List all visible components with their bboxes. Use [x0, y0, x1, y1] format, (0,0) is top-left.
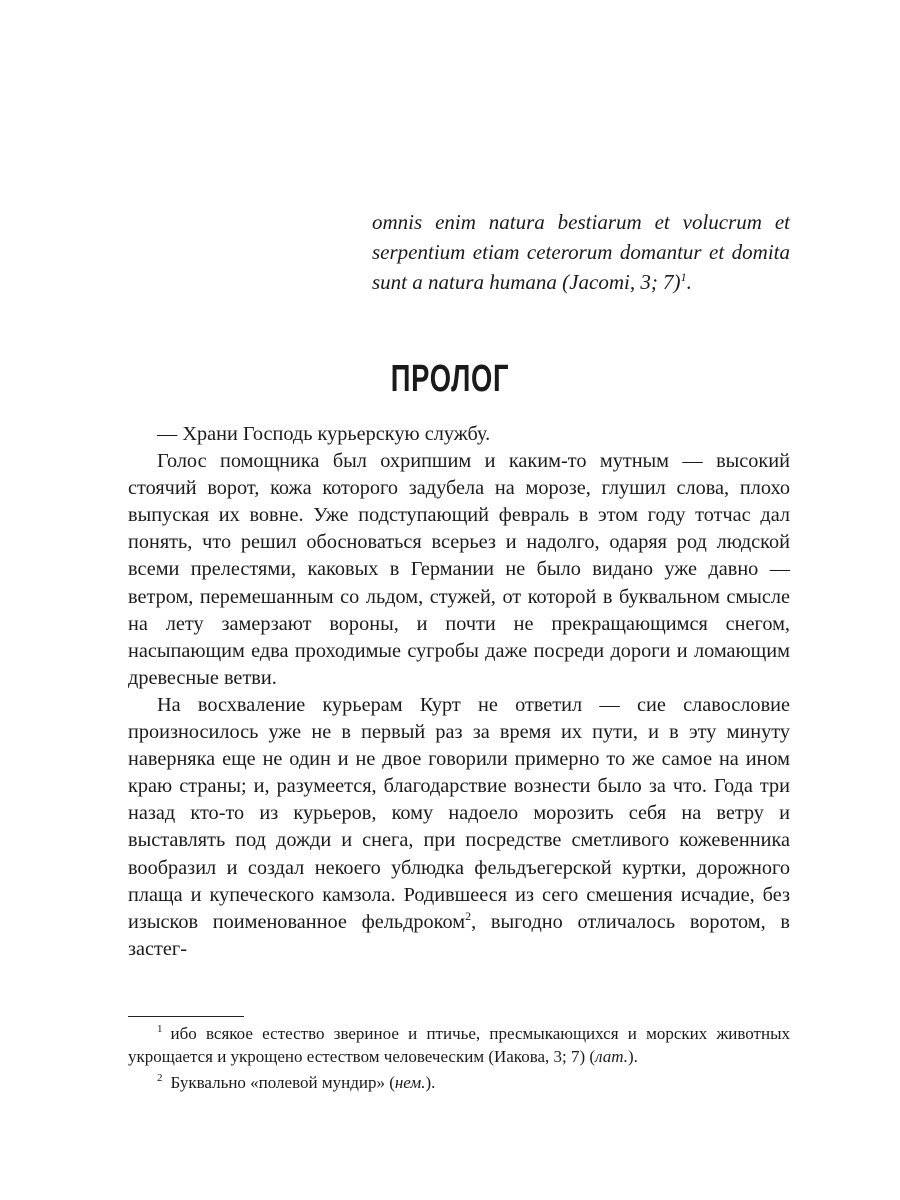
footnote-2 [128, 1071, 790, 1094]
footnote-close: ). [627, 1047, 638, 1066]
footnote-close: ). [425, 1073, 436, 1092]
epigraph [372, 207, 790, 297]
chapter-title: ПРОЛОГ [390, 358, 510, 400]
paragraph [128, 692, 790, 963]
epigraph-text: omnis enim natura bestiarum et volucrum et serpentium etiam ceterorum domantur et domita sunt a natura humana (Jacomi, 3; 7) [372, 210, 790, 294]
footnote-text: ибо всякое естество звериное и птичье, пресмыкающихся и морских животных укрощается и укрощено естеством человеческим (Иакова, 3; 7) ( [128, 1024, 790, 1066]
paragraph-tail: , выгодно отличалось воротом, в застег- [128, 910, 790, 960]
footnote-lang: лат. [595, 1047, 628, 1066]
footnote-1 [128, 1022, 790, 1068]
footnotes [128, 1022, 790, 1097]
footnote-divider [128, 1016, 244, 1017]
body-text [128, 421, 790, 963]
paragraph-text: На восхваление курьерам Курт не ответил — сие славословие произносилось уже не в первый раз за время их пути, и в эту минуту наверняка еще не один и не двое говорили примерно то же самое на ином краю страны; и, разумеется, благодарствие вознести было за что. Года три назад кто-то из курьеров, кому надоело морозить себя на ветру и выставлять под дожди и снега, при посредстве сметливого кожевенника вообразил и создал некоего ублюдка фельдъегерской куртки, дорожного плаща и купеческого камзола. Родившееся из сего смешения исчадие, без изысков поименованное фельдроком [128, 693, 790, 933]
footnote-lang: нем. [394, 1073, 426, 1092]
body-footnote-ref[interactable]: 2 [465, 908, 472, 923]
epigraph-footnote-ref[interactable]: 1 [680, 270, 687, 284]
footnote-text: Буквально «полевой мундир» ( [170, 1073, 395, 1092]
epigraph-end: . [686, 270, 692, 294]
footnote-mark: 2 [157, 1072, 163, 1085]
paragraph: — Храни Господь курьерскую службу. [157, 423, 491, 445]
paragraph: Голос помощника был охрипшим и каким-то мутным — высокий стоячий ворот, кожа которого задубела на морозе, глушил слова, плохо выпуская их вовне. Уже подступающий февраль в этом году тотчас дал понять, что решил обосноваться всерьез и надолго, одаряя род людской всеми прелестями, каковых в Германии не было видано уже давно — ветром, перемешанным со льдом, стужей, от которой в буквальном смысле на лету замерзают вороны, и почти не прекращающимся снегом, насыпающим едва проходимые сугробы даже посреди дороги и ломающим древесные ветви. [128, 450, 790, 689]
footnote-mark: 1 [157, 1023, 163, 1036]
